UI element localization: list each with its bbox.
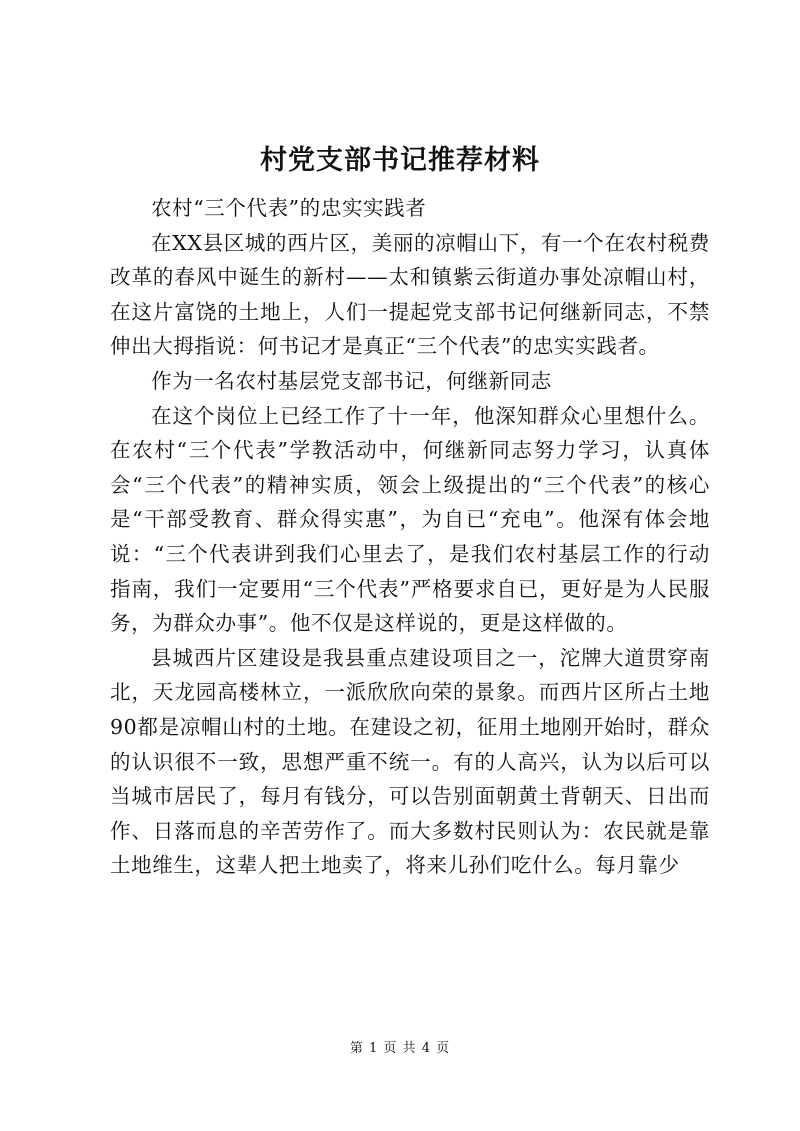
page-footer: 第 1 页 共 4 页 — [349, 1041, 451, 1056]
paragraph-intro: 在XX县区城的西片区，美丽的凉帽山下，有一个在农村税费改革的春风中诞生的新村——太和镇紫云街道办事处凉帽山村，在这片富饶的土地上，人们一提起党支部书记何继新同志，不禁伸出大拇指说：何书记才是真正“三个代表”的忠实实践者。 — [110, 230, 710, 359]
document-body — [110, 191, 710, 883]
document-title: 村党支部书记推荐材料 — [260, 145, 540, 176]
paragraph-subtitle: 农村“三个代表”的忠实实践者 — [151, 196, 427, 220]
paragraph-experience: 在这个岗位上已经工作了十一年，他深知群众心里想什么。在农村“三个代表”学教活动中，何继新同志努力学习，认真体会“三个代表”的精神实质，领会上级提出的“三个代表”的核心是“干部受教育、群众得实惠”，为自已“充电”。他深有体会地说：“三个代表讲到我们心里去了，是我们农村基层工作的行动指南，我们一定要用“三个代表”严格要求自已，更好是为人民服务，为群众办事”。他不仅是这样说的，更是这样做的。 — [110, 403, 710, 636]
paragraph-construction: 县城西片区建设是我县重点建设项目之一，沱牌大道贯穿南北，天龙园高楼林立，一派欣欣向荣的景象。而西片区所占土地90都是凉帽山村的土地。在建设之初，征用土地刚开始时，群众的认识很不一致，思想严重不统一。有的人高兴，认为以后可以当城市居民了，每月有钱分，可以告别面朝黄土背朝天、日出而作、日落而息的辛苦劳作了。而大多数村民则认为：农民就是靠土地维生，这辈人把土地卖了，将来儿孙们吃什么。每月靠少 — [110, 645, 710, 878]
paragraph-role: 作为一名农村基层党支部书记，何继新同志 — [151, 368, 552, 393]
